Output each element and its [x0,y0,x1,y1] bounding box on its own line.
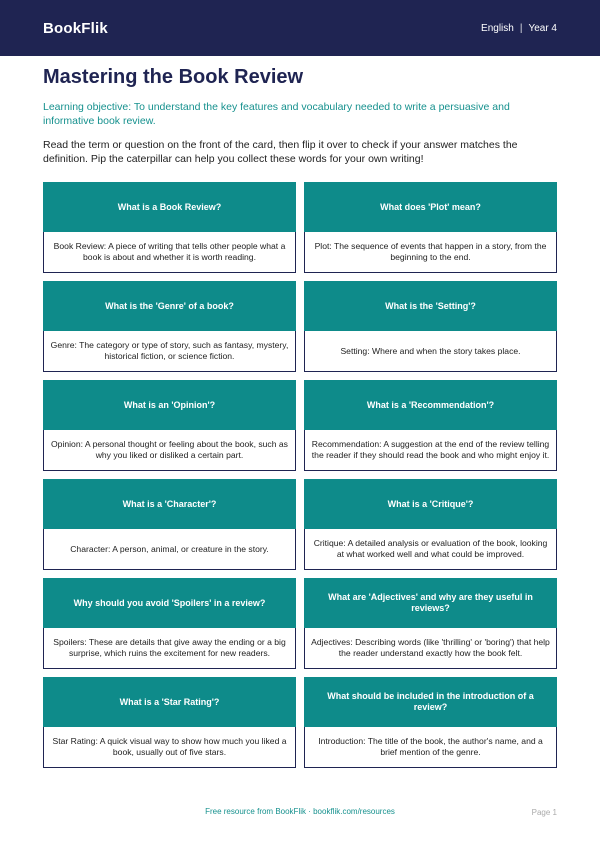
card-answer: Genre: The category or type of story, such as fantasy, mystery, historical fiction, or science fiction. [43,331,296,372]
flashcard[interactable] [304,281,557,372]
flashcard[interactable] [43,578,296,669]
card-question[interactable]: What are 'Adjectives' and why are they useful in reviews? [304,578,557,628]
card-question[interactable]: Why should you avoid 'Spoilers' in a review? [43,578,296,628]
card-answer: Star Rating: A quick visual way to show how much you liked a book, usually out of five stars. [43,727,296,768]
flashcard-grid [43,182,557,768]
card-question[interactable]: What should be included in the introduction of a review? [304,677,557,727]
card-question[interactable]: What is a Book Review? [43,182,296,232]
card-answer: Recommendation: A suggestion at the end of the review telling the reader if they should read the book and who might enjoy it. [304,430,557,471]
page-header [0,0,600,56]
card-question[interactable]: What is a 'Character'? [43,479,296,529]
flashcard[interactable] [304,578,557,669]
card-answer: Book Review: A piece of writing that tells other people what a book is about and whether it is worth reading. [43,232,296,273]
flashcard[interactable] [43,380,296,471]
card-answer: Setting: Where and when the story takes place. [304,331,557,372]
card-question[interactable]: What is a 'Critique'? [304,479,557,529]
flashcard[interactable] [43,479,296,570]
learning-objective: Learning objective: To understand the key features and vocabulary needed to write a persuasive and informative book review. [43,101,510,127]
card-answer: Spoilers: These are details that give away the ending or a big surprise, which ruins the excitement for new readers. [43,628,296,669]
card-question[interactable]: What is an 'Opinion'? [43,380,296,430]
flashcard[interactable] [43,281,296,372]
header-meta [481,23,557,34]
header-separator: | [519,22,523,34]
flashcard[interactable] [304,677,557,768]
card-answer: Plot: The sequence of events that happen in a story, from the beginning to the end. [304,232,557,273]
card-answer: Adjectives: Describing words (like 'thrilling' or 'boring') that help the reader understand exactly how the book felt. [304,628,557,669]
card-question[interactable]: What does 'Plot' mean? [304,182,557,232]
brand-logo: BookFlik [43,19,108,37]
subject-label: English [481,22,514,34]
card-answer: Opinion: A personal thought or feeling about the book, such as why you liked or disliked a certain part. [43,430,296,471]
flashcard[interactable] [304,479,557,570]
card-answer: Critique: A detailed analysis or evaluation of the book, looking at what worked well and what could be improved. [304,529,557,570]
card-question[interactable]: What is the 'Setting'? [304,281,557,331]
flashcard[interactable] [43,182,296,273]
flashcard[interactable] [304,182,557,273]
card-question[interactable]: What is a 'Recommendation'? [304,380,557,430]
year-label: Year 4 [528,22,557,34]
card-question[interactable]: What is a 'Star Rating'? [43,677,296,727]
flashcard[interactable] [304,380,557,471]
card-question[interactable]: What is the 'Genre' of a book? [43,281,296,331]
footer-credit: Free resource from BookFlik · bookflik.com/resources [205,807,395,816]
flashcard[interactable] [43,677,296,768]
page-number: Page 1 [531,808,557,817]
instructions: Read the term or question on the front of the card, then flip it over to check if your answer matches the definition. Pip the caterpillar can help you collect these words for your own writing! [43,139,518,165]
card-answer: Character: A person, animal, or creature in the story. [43,529,296,570]
page-title: Mastering the Book Review [43,66,304,88]
card-answer: Introduction: The title of the book, the author's name, and a brief mention of the genre. [304,727,557,768]
